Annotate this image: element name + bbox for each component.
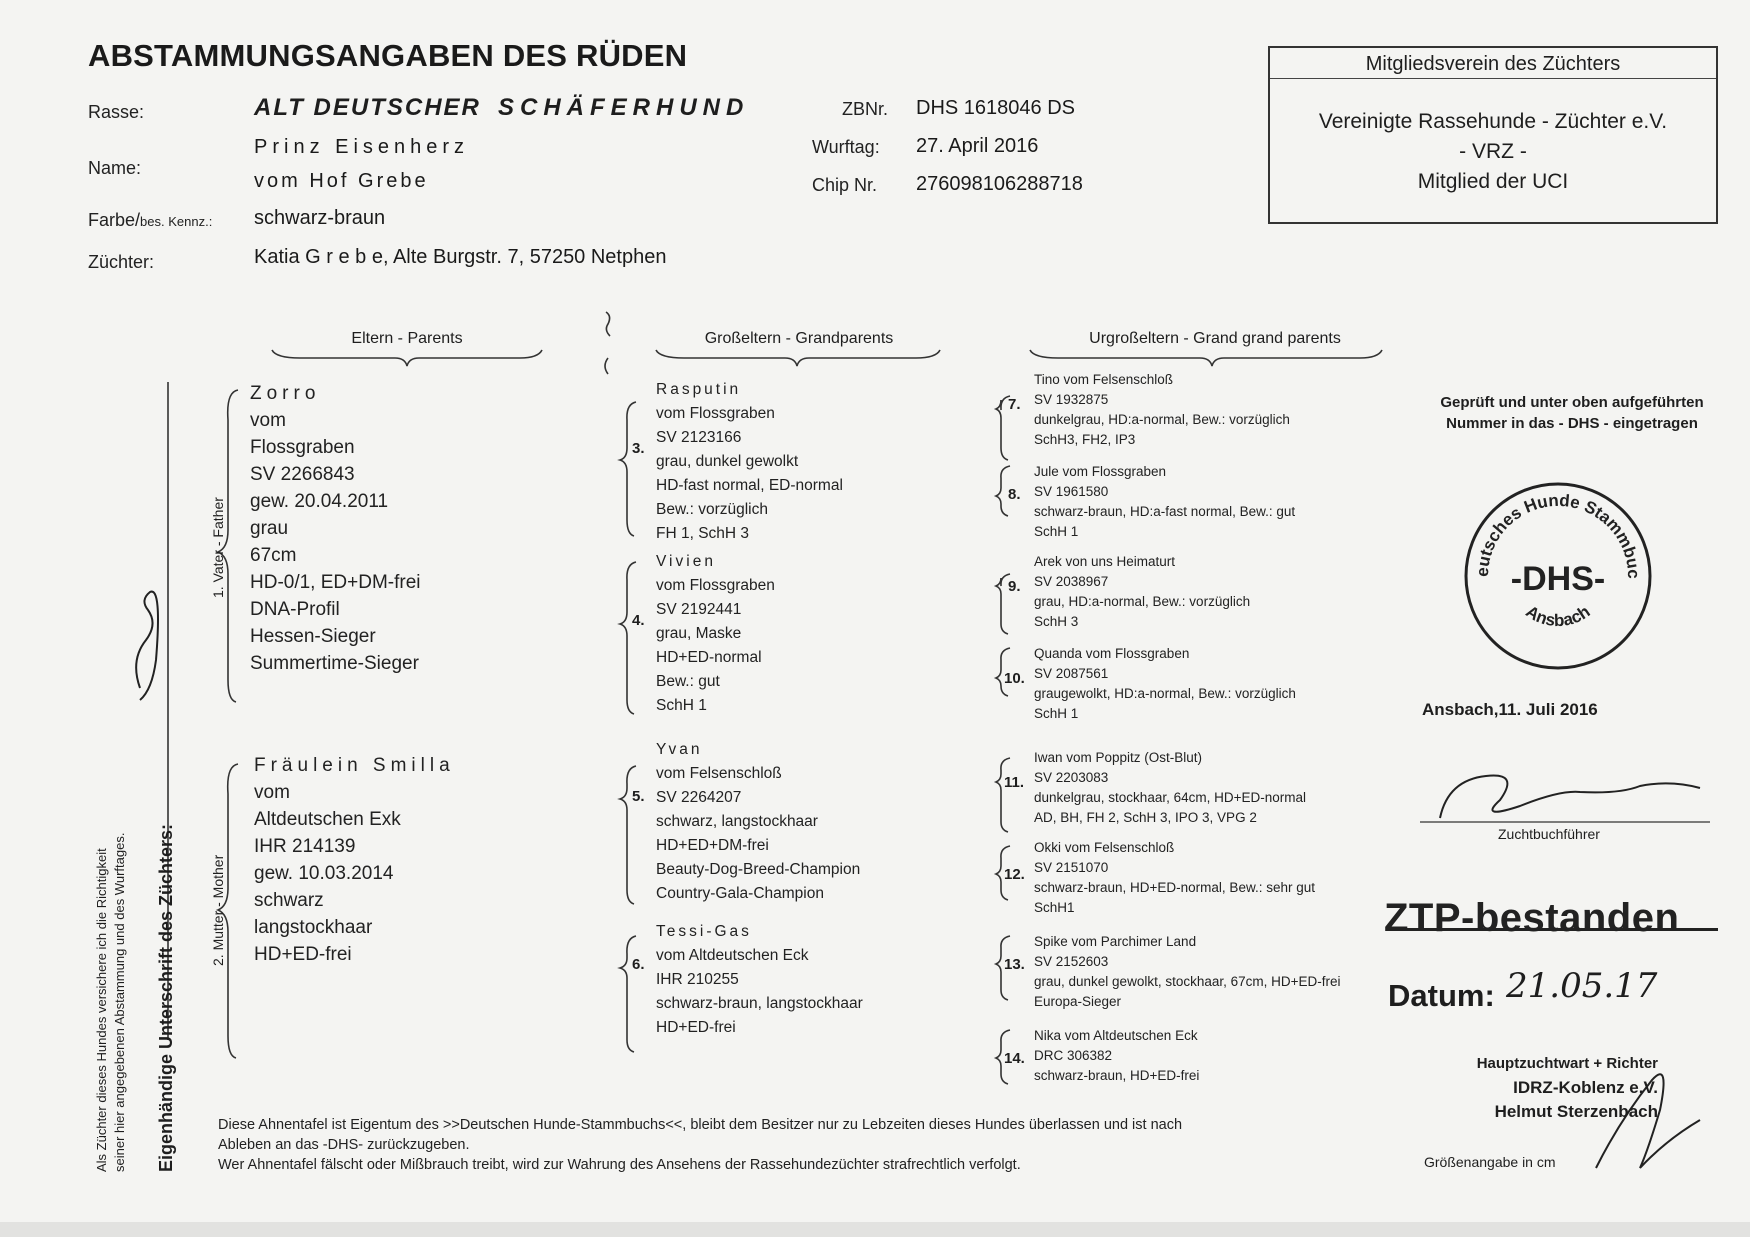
greatgrand-block-11 bbox=[1034, 748, 1306, 828]
greatgrand-name: Jule vom Flossgraben bbox=[1034, 464, 1167, 479]
greatgrand-line: grau, HD:a-normal, Bew.: vorzüglich bbox=[1034, 594, 1251, 609]
greatgrand-number: 9. bbox=[1008, 578, 1021, 595]
grandparent-line: Bew.: vorzüglich bbox=[656, 501, 768, 518]
greatgrand-number: 10. bbox=[1004, 670, 1025, 687]
document-title: ABSTAMMUNGSANGABEN DES RÜDEN bbox=[88, 38, 688, 73]
grandparent-name: Rasputin bbox=[656, 381, 742, 398]
mother-name: Fräulein Smilla bbox=[254, 755, 455, 776]
greatgrand-name: Spike vom Parchimer Land bbox=[1034, 934, 1197, 949]
breed-value-part2: SCHÄFERHUND bbox=[498, 94, 750, 121]
club-heading: Mitgliedsverein des Züchters bbox=[1270, 48, 1716, 79]
judge-line-3: Helmut Sterzenbach bbox=[1494, 1102, 1658, 1121]
greatgrand-number: 8. bbox=[1008, 486, 1021, 503]
brace-gg11 bbox=[996, 758, 1010, 832]
stamp-center-text: -DHS- bbox=[1510, 560, 1606, 598]
greatgrand-line: dunkelgrau, HD:a-normal, Bew.: vorzüglich bbox=[1034, 412, 1290, 427]
brace-greatgrand bbox=[1030, 350, 1382, 366]
grandparent-line: Bew.: gut bbox=[656, 673, 720, 690]
registrar-signature-scribble bbox=[1440, 776, 1700, 819]
grandparent-line: SV 2192441 bbox=[656, 601, 742, 618]
mother-side-label: 2. Mutter - Mother bbox=[210, 854, 226, 966]
greatgrand-block-9 bbox=[1034, 552, 1250, 632]
judge-line-1: Hauptzuchtwart + Richter bbox=[1476, 1055, 1658, 1072]
greatgrand-line: SchH1 bbox=[1034, 900, 1075, 915]
club-line-1: Vereinigte Rassehunde - Züchter e.V. bbox=[1318, 110, 1668, 133]
datum-value: 21.05.17 bbox=[1506, 966, 1658, 1006]
grandparent-block-6 bbox=[656, 920, 863, 1040]
greatgrand-line: AD, BH, FH 2, SchH 3, IPO 3, VPG 2 bbox=[1034, 810, 1257, 825]
club-line-3: Mitglied der UCI bbox=[1417, 170, 1569, 193]
greatgrand-block-7 bbox=[1034, 370, 1290, 450]
grandparent-number: 3. bbox=[632, 440, 645, 457]
greatgrand-number: 14. bbox=[1004, 1050, 1025, 1067]
breeder-note-line2: seiner hier angegebenen Abstammung und des Wurftages. bbox=[112, 832, 127, 1172]
grandparent-line: Country-Gala-Champion bbox=[656, 885, 824, 902]
greatgrand-line: dunkelgrau, stockhaar, 64cm, HD+ED-normal bbox=[1034, 790, 1306, 805]
footer-line-1: Diese Ahnentafel ist Eigentum des >>Deutschen Hunde-Stammbuchs<<, bleibt dem Besitzer nur zu Lebzeiten dieses Hundes überlassen und ist nach bbox=[218, 1117, 1183, 1133]
dog-name-line1: Prinz Eisenherz bbox=[254, 136, 470, 158]
greatgrand-line: SchH 1 bbox=[1034, 524, 1079, 539]
scan-bottom-edge bbox=[0, 1222, 1750, 1237]
grandparent-line: IHR 210255 bbox=[656, 971, 739, 988]
greatgrand-number: 12. bbox=[1004, 866, 1025, 883]
grandparent-block-4 bbox=[656, 550, 775, 718]
breed-label: Rasse: bbox=[88, 102, 145, 122]
breeder-label: Züchter: bbox=[88, 252, 155, 272]
greatgrand-line: schwarz-braun, HD+ED-normal, Bew.: sehr gut bbox=[1034, 880, 1315, 895]
grandparent-line: HD+ED+DM-frei bbox=[656, 837, 769, 854]
mother-line: IHR 214139 bbox=[254, 836, 356, 857]
father-line: HD-0/1, ED+DM-frei bbox=[250, 572, 421, 593]
footer-line-3: Wer Ahnentafel fälscht oder Mißbrauch treibt, wird zur Wahrung des Ansehens der Rassehundezüchter strafrechtlich verfolgt. bbox=[218, 1157, 1021, 1173]
stamp-bottom-text: Ansbach bbox=[1522, 601, 1594, 631]
father-line: Hessen-Sieger bbox=[250, 626, 376, 647]
greatgrand-name: Nika vom Altdeutschen Eck bbox=[1034, 1028, 1198, 1043]
grandparent-line: HD-fast normal, ED-normal bbox=[656, 477, 843, 494]
father-line: 67cm bbox=[250, 545, 297, 566]
greatgrand-name: Quanda vom Flossgraben bbox=[1034, 646, 1190, 661]
greatgrand-number: 7. bbox=[1008, 396, 1021, 413]
zbnr-value: DHS 1618046 DS bbox=[916, 97, 1075, 119]
greatgrand-line: DRC 306382 bbox=[1034, 1048, 1113, 1063]
color-value: schwarz-braun bbox=[254, 207, 386, 229]
breeder-signature-label: Eigenhändige Unterschrift des Züchters: bbox=[156, 823, 176, 1172]
greatgrand-block-12 bbox=[1034, 838, 1315, 918]
greatgrand-line: schwarz-braun, HD:a-fast normal, Bew.: gut bbox=[1034, 504, 1296, 519]
brace-g6 bbox=[620, 936, 636, 1052]
grandparent-line: grau, dunkel gewolkt bbox=[656, 453, 799, 470]
grandparent-number: 4. bbox=[632, 612, 645, 629]
grandparent-line: SV 2264207 bbox=[656, 789, 742, 806]
greatgrand-name: Arek von uns Heimaturt bbox=[1034, 554, 1176, 569]
grandparent-name: Tessi-Gas bbox=[656, 923, 752, 940]
judge-line-2: IDRZ-Koblenz e.V. bbox=[1513, 1078, 1658, 1097]
father-name: Zorro bbox=[250, 383, 321, 404]
greatgrand-line: SV 2151070 bbox=[1034, 860, 1109, 875]
greatgrand-line: graugewolkt, HD:a-normal, Bew.: vorzüglich bbox=[1034, 686, 1296, 701]
greatgrand-number: 11. bbox=[1004, 774, 1025, 791]
birthdate-value: 27. April 2016 bbox=[916, 135, 1039, 157]
col-head-parents: Eltern - Parents bbox=[351, 330, 463, 347]
dhs-stamp bbox=[1458, 476, 1658, 676]
greatgrand-block-14 bbox=[1034, 1026, 1199, 1086]
mother-block bbox=[254, 752, 455, 968]
size-note: Größenangabe in cm bbox=[1424, 1154, 1556, 1170]
greatgrand-name: Tino vom Felsenschloß bbox=[1034, 372, 1174, 387]
greatgrand-name: Okki vom Felsenschloß bbox=[1034, 840, 1175, 855]
grandparent-block-3 bbox=[656, 378, 843, 546]
chip-value: 276098106288718 bbox=[916, 173, 1083, 195]
grandparent-number: 5. bbox=[632, 788, 645, 805]
verified-note bbox=[1412, 392, 1732, 434]
grandparent-name: Vivien bbox=[656, 553, 716, 570]
greatgrand-line: SV 2203083 bbox=[1034, 770, 1109, 785]
club-line-2: - VRZ - bbox=[1459, 140, 1527, 163]
place-date: Ansbach,11. Juli 2016 bbox=[1422, 700, 1598, 719]
father-line: gew. 20.04.2011 bbox=[250, 491, 389, 512]
col-head-greatgrandparents: Urgroßeltern - Grand grand parents bbox=[1089, 330, 1341, 347]
zbnr-label: ZBNr. bbox=[842, 99, 889, 119]
birthdate-label: Wurftag: bbox=[812, 137, 880, 157]
greatgrand-name: Iwan vom Poppitz (Ost-Blut) bbox=[1034, 750, 1203, 765]
father-line: Flossgraben bbox=[250, 437, 355, 458]
greatgrand-line: grau, dunkel gewolkt, stockhaar, 67cm, HD+ED-frei bbox=[1034, 974, 1341, 989]
color-label-small: bes. Kennz.: bbox=[140, 214, 213, 229]
grandparent-line: vom Felsenschloß bbox=[656, 765, 782, 782]
grandparent-block-5 bbox=[656, 738, 860, 906]
datum-label: Datum: bbox=[1388, 978, 1495, 1013]
judge-block bbox=[1466, 1052, 1658, 1124]
greatgrand-block-8 bbox=[1034, 462, 1295, 542]
brace-g4 bbox=[620, 562, 636, 714]
separator-mark-top bbox=[606, 312, 610, 336]
brace-g5 bbox=[620, 766, 636, 904]
grandparent-line: vom Flossgraben bbox=[656, 577, 775, 594]
grandparent-line: vom Altdeutschen Eck bbox=[656, 947, 809, 964]
grandparent-line: schwarz-braun, langstockhaar bbox=[656, 995, 863, 1012]
mother-line: HD+ED-frei bbox=[254, 944, 352, 965]
grandparent-line: SV 2123166 bbox=[656, 429, 742, 446]
father-line: grau bbox=[250, 518, 289, 539]
greatgrand-line: SV 2152603 bbox=[1034, 954, 1109, 969]
breeder-signature-scribble bbox=[136, 592, 158, 700]
greatgrand-line: SV 1961580 bbox=[1034, 484, 1109, 499]
greatgrand-number: 13. bbox=[1004, 956, 1025, 973]
brace-g3 bbox=[620, 402, 636, 536]
greatgrand-line: SV 2038967 bbox=[1034, 574, 1109, 589]
grandparent-line: Beauty-Dog-Breed-Champion bbox=[656, 861, 861, 878]
greatgrand-block-13 bbox=[1034, 932, 1341, 1012]
ztp-strike-line bbox=[1386, 928, 1718, 931]
footer-line-2: Ableben an das -DHS- zurückzugeben. bbox=[218, 1137, 470, 1153]
grandparent-line: HD+ED-frei bbox=[656, 1019, 736, 1036]
color-label-main: Farbe/ bbox=[88, 210, 141, 230]
greatgrand-line: SchH 3 bbox=[1034, 614, 1079, 629]
greatgrand-line: SchH 1 bbox=[1034, 706, 1079, 721]
name-label: Name: bbox=[88, 158, 142, 178]
ztp-passed: ZTP-bestanden bbox=[1384, 896, 1680, 940]
breed-value-part1: ALT DEUTSCHER bbox=[254, 94, 481, 121]
dog-name-line2: vom Hof Grebe bbox=[254, 170, 429, 192]
stamp-top-text: eutsches Hunde Stammbuc bbox=[1472, 490, 1644, 579]
father-side-label: 1. Vater - Father bbox=[210, 497, 226, 598]
mother-line: vom bbox=[254, 782, 290, 803]
brace-grandparents bbox=[656, 350, 940, 366]
greatgrand-line: Europa-Sieger bbox=[1034, 994, 1122, 1009]
chip-label: Chip Nr. bbox=[812, 175, 878, 195]
grandparent-line: grau, Maske bbox=[656, 625, 742, 642]
grandparent-line: HD+ED-normal bbox=[656, 649, 762, 666]
brace-parents bbox=[272, 350, 542, 366]
grandparent-line: vom Flossgraben bbox=[656, 405, 775, 422]
mother-line: gew. 10.03.2014 bbox=[254, 863, 394, 884]
mother-line: schwarz bbox=[254, 890, 324, 911]
col-head-grandparents: Großeltern - Grandparents bbox=[704, 330, 894, 347]
grandparent-line: schwarz, langstockhaar bbox=[656, 813, 818, 830]
father-line: vom bbox=[250, 410, 286, 431]
greatgrand-line: SV 1932875 bbox=[1034, 392, 1109, 407]
father-line: SV 2266843 bbox=[250, 464, 355, 485]
father-line: DNA-Profil bbox=[250, 599, 340, 620]
separator-mark-mid bbox=[605, 358, 608, 374]
grandparent-name: Yvan bbox=[656, 741, 703, 758]
greatgrand-line: SchH3, FH2, IP3 bbox=[1034, 432, 1136, 447]
stamp-circle bbox=[1458, 476, 1658, 676]
greatgrand-line: schwarz-braun, HD+ED-frei bbox=[1034, 1068, 1200, 1083]
mother-line: Altdeutschen Exk bbox=[254, 809, 401, 830]
breeder-note-line1: Als Züchter dieses Hundes versichere ich die Richtigkeit bbox=[94, 848, 109, 1172]
father-block bbox=[250, 380, 421, 677]
breeder-value: Katia G r e b e, Alte Burgstr. 7, 57250 Netphen bbox=[254, 246, 667, 268]
father-line: Summertime-Sieger bbox=[250, 653, 419, 674]
verified-line-1: Geprüft und unter oben aufgeführten bbox=[1440, 394, 1704, 411]
greatgrand-line: SV 2087561 bbox=[1034, 666, 1109, 681]
grandparent-line: SchH 1 bbox=[656, 697, 707, 714]
greatgrand-block-10 bbox=[1034, 644, 1296, 724]
mother-line: langstockhaar bbox=[254, 917, 373, 938]
grandparent-number: 6. bbox=[632, 956, 645, 973]
registrar-label: Zuchtbuchführer bbox=[1498, 826, 1600, 842]
verified-line-2: Nummer in das - DHS - eingetragen bbox=[1446, 415, 1698, 432]
grandparent-line: FH 1, SchH 3 bbox=[656, 525, 750, 542]
